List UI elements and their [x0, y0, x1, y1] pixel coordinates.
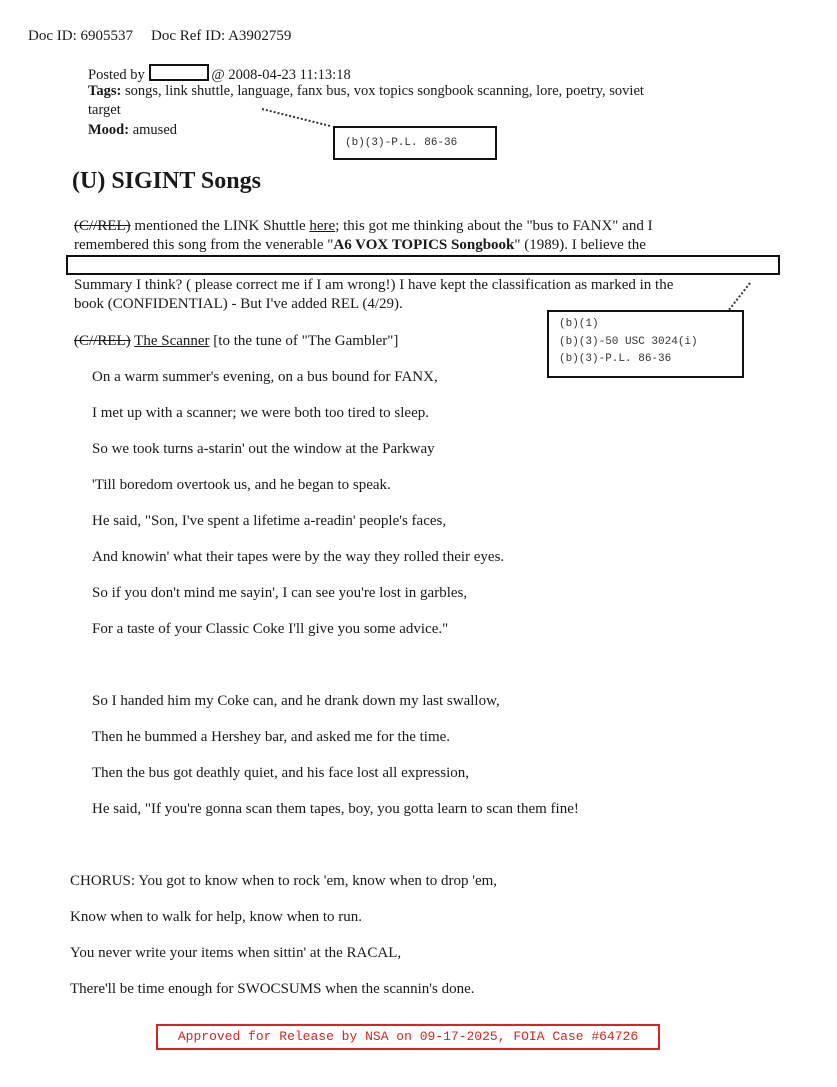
- posted-at: @ 2008-04-23 11:13:18: [211, 67, 351, 83]
- tags-line: [88, 83, 644, 100]
- paragraph-2-line-2: book (CONFIDENTIAL) - But I've added REL (4/29).: [74, 296, 403, 312]
- exemption-box-1: [333, 126, 497, 160]
- dotted-leader-1: [262, 108, 330, 127]
- verse-line: He said, "Son, I've spent a lifetime a-readin' people's faces,: [92, 513, 447, 529]
- mood-label: Mood:: [88, 122, 130, 138]
- classification-mark: (C//REL): [74, 218, 131, 234]
- exemption-code-2b: (b)(3)-50 USC 3024(i): [559, 336, 698, 348]
- posted-by-line: [88, 64, 351, 84]
- verse-line: So we took turns a-starin' out the window at the Parkway: [92, 441, 435, 457]
- release-stamp: Approved for Release by NSA on 09-17-2025, FOIA Case #64726: [156, 1024, 660, 1050]
- redacted-author: [149, 64, 209, 81]
- verse-line: So I handed him my Coke can, and he drank down my last swallow,: [92, 693, 500, 709]
- mood-line: [88, 122, 177, 139]
- verse-line: Then the bus got deathly quiet, and his face lost all expression,: [92, 765, 469, 781]
- exemption-code-2c: (b)(3)-P.L. 86-36: [559, 353, 672, 365]
- song-classification-mark: (C//REL): [74, 333, 131, 349]
- dotted-leader-2: [728, 282, 751, 310]
- chorus-line: You never write your items when sittin' at the RACAL,: [70, 945, 402, 961]
- chorus-line: There'll be time enough for SWOCSUMS when the scannin's done.: [70, 981, 475, 997]
- posted-by-label: Posted by: [88, 67, 145, 83]
- exemption-code-1: (b)(3)-P.L. 86-36: [345, 137, 458, 149]
- exemption-box-2: [547, 310, 744, 378]
- paragraph-1-line-2: [74, 237, 646, 254]
- songbook-title: A6 VOX TOPICS Songbook: [333, 237, 515, 253]
- doc-header: [28, 28, 291, 45]
- verse-line: For a taste of your Classic Coke I'll give you some advice.": [92, 621, 449, 637]
- verse-line: On a warm summer's evening, on a bus bound for FANX,: [92, 369, 438, 385]
- verse-line: So if you don't mind me sayin', I can see you're lost in garbles,: [92, 585, 468, 601]
- mood-value: amused: [132, 122, 178, 138]
- paragraph-text: remembered this song from the venerable ": [74, 237, 334, 253]
- tags-label: Tags:: [88, 83, 122, 99]
- verse-line: I met up with a scanner; we were both too tired to sleep.: [92, 405, 429, 421]
- paragraph-1-line-1: [74, 218, 653, 235]
- paragraph-2-line-1: Summary I think? ( please correct me if I am wrong!) I have kept the classification as marked in the: [74, 277, 674, 293]
- song-heading: [74, 333, 398, 350]
- doc-id: Doc ID: 6905537: [28, 28, 133, 44]
- song-tune: [to the tune of "The Gambler"]: [209, 333, 399, 349]
- chorus-line: Know when to walk for help, know when to run.: [70, 909, 363, 925]
- page-title: (U) SIGINT Songs: [72, 168, 261, 194]
- here-link[interactable]: here: [309, 218, 336, 234]
- paragraph-text: ; this got me thinking about the "bus to FANX" and I: [335, 218, 653, 234]
- song-title: The Scanner: [134, 333, 210, 349]
- paragraph-text: mentioned the LINK Shuttle: [130, 218, 310, 234]
- verse-line: Then he bummed a Hershey bar, and asked me for the time.: [92, 729, 451, 745]
- paragraph-text: " (1989). I believe the: [514, 237, 646, 253]
- verse-line: 'Till boredom overtook us, and he began to speak.: [92, 477, 391, 493]
- redaction-bar: [66, 255, 780, 275]
- tags-text: songs, link shuttle, language, fanx bus, vox topics songbook scanning, lore, poetry, soviet: [124, 83, 644, 99]
- verse-line: He said, "If you're gonna scan them tapes, boy, you gotta learn to scan them fine!: [92, 801, 579, 817]
- doc-ref-id: Doc Ref ID: A3902759: [151, 28, 292, 44]
- verse-line: And knowin' what their tapes were by the way they rolled their eyes.: [92, 549, 505, 565]
- exemption-code-2a: (b)(1): [559, 318, 599, 330]
- chorus-line: CHORUS: You got to know when to rock 'em, know when to drop 'em,: [70, 873, 498, 889]
- tags-line-2: target: [88, 102, 121, 118]
